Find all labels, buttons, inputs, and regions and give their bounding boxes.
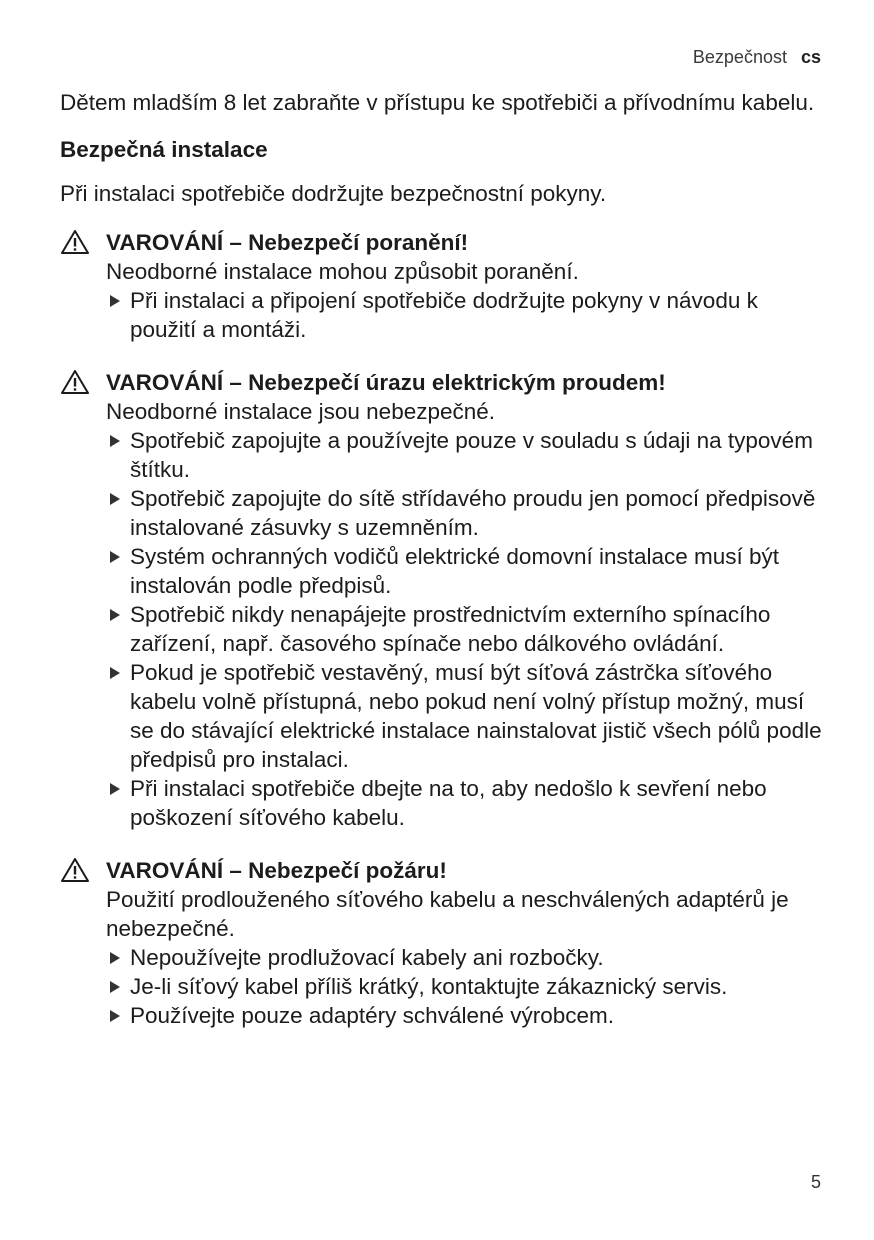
bullet-arrow-icon [110, 493, 120, 505]
bullet-arrow-icon [110, 783, 120, 795]
warning-bullets [106, 943, 830, 1030]
bullet-item: Používejte pouze adaptéry schválené výrobcem. [106, 1001, 830, 1030]
warning-block-injury [60, 228, 830, 344]
bullet-item: Je-li síťový kabel příliš krátký, kontaktujte zákaznický servis. [106, 972, 830, 1001]
warning-title: VAROVÁNÍ – Nebezpečí poranění! [106, 230, 469, 255]
warning-triangle-icon [60, 369, 90, 395]
warning-title: VAROVÁNÍ – Nebezpečí úrazu elektrickým proudem! [106, 370, 666, 395]
bullet-arrow-icon [110, 609, 120, 621]
bullet-item: Systém ochranných vodičů elektrické domovní instalace musí být instalován podle předpisů. [106, 542, 830, 600]
section-text: Při instalaci spotřebiče dodržujte bezpečnostní pokyny. [60, 181, 607, 206]
warning-text: Neodborné instalace mohou způsobit poranění. [106, 259, 579, 284]
warning-block-electric-shock [60, 368, 830, 832]
bullet-item: Spotřebič nikdy nenapájejte prostřednictvím externího spínacího zařízení, např. časového spínače nebo dálkového ovládání. [106, 600, 830, 658]
warning-bullets [106, 426, 830, 832]
bullet-item: Spotřebič zapojujte a používejte pouze v souladu s údaji na typovém štítku. [106, 426, 830, 484]
section-heading: Bezpečná instalace [60, 137, 268, 162]
bullet-item: Při instalaci spotřebiče dbejte na to, aby nedošlo k sevření nebo poškození síťového kabelu. [106, 774, 830, 832]
header-section-title: Bezpečnost [692, 47, 787, 67]
bullet-item: Nepoužívejte prodlužovací kabely ani rozbočky. [106, 943, 830, 972]
warning-text: Neodborné instalace jsou nebezpečné. [106, 399, 496, 424]
warning-text: Použití prodlouženého síťového kabelu a neschválených adaptérů je nebezpečné. [106, 887, 789, 941]
bullet-arrow-icon [110, 952, 120, 964]
warning-block-fire [60, 856, 830, 1030]
bullet-item: Pokud je spotřebič vestavěný, musí být síťová zástrčka síťového kabelu volně přístupná, nebo pokud není volný přístup možný, musí se do stávající elektrické instalace nainstalovat jistič všech pólů podle předpisů pro instalaci. [106, 658, 830, 774]
bullet-arrow-icon [110, 551, 120, 563]
warning-triangle-icon [60, 857, 90, 883]
bullet-arrow-icon [110, 981, 120, 993]
bullet-item: Spotřebič zapojujte do sítě střídavého proudu jen pomocí předpisově instalované zásuvky s uzemněním. [106, 484, 830, 542]
header-language-code: cs [800, 47, 821, 67]
bullet-item: Při instalaci a připojení spotřebiče dodržujte pokyny v návodu k použití a montáži. [106, 286, 830, 344]
warning-triangle-icon [60, 229, 90, 255]
bullet-arrow-icon [110, 667, 120, 679]
bullet-arrow-icon [110, 1010, 120, 1022]
warning-title: VAROVÁNÍ – Nebezpečí požáru! [106, 858, 447, 883]
bullet-arrow-icon [110, 295, 120, 307]
warning-bullets [106, 286, 830, 344]
page-number: 5 [810, 1172, 821, 1192]
intro-paragraph: Dětem mladším 8 let zabraňte v přístupu ke spotřebiči a přívodnímu kabelu. [60, 90, 815, 115]
bullet-arrow-icon [110, 435, 120, 447]
page-content [60, 88, 830, 1030]
page-header [693, 47, 821, 68]
